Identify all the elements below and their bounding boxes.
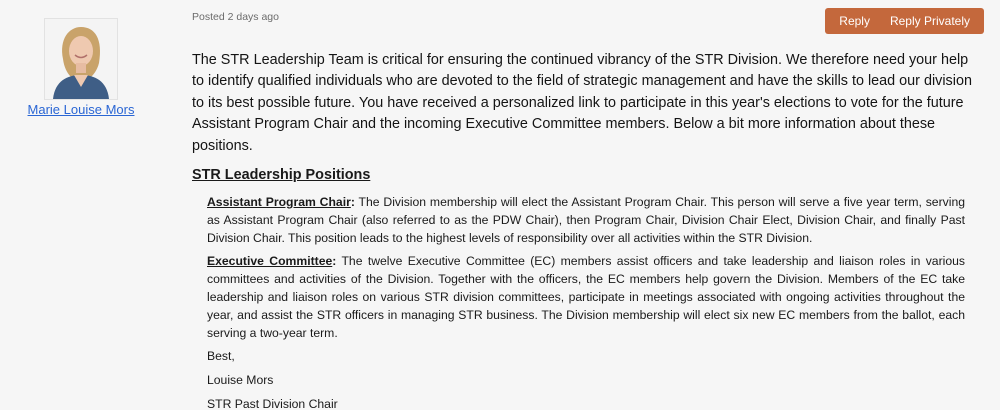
section-heading: STR Leadership Positions xyxy=(192,167,371,184)
signoff-role: STR Past Division Chair xyxy=(207,397,338,410)
author-name-link[interactable]: Marie Louise Mors xyxy=(27,102,135,117)
position-item xyxy=(207,252,965,342)
position-title: Assistant Program Chair xyxy=(207,195,351,210)
position-description: The Division membership will elect the Assistant Program Chair. This person will serve a five year term, serving as Assistant Program Chair (also referred to as the PDW Chair), then Program Chair, Division Chair Elect, Division Chair, and finally Past Division Chair. This position leads to the highest levels of responsibility over all activities within the STR Division. xyxy=(207,195,966,246)
avatar[interactable] xyxy=(44,18,118,100)
post-intro: The STR Leadership Team is critical for ensuring the continued vibrancy of the STR Division. We therefore need your help to identify qualified individuals who are devoted to the field of strategic management and have the skills to lead our division to its best possible future. You have received a personalized link to participate in this year's elections to vote for the future Assistant Program Chair and the incoming Executive Committee members. Below a bit more information about these positions. xyxy=(192,52,972,154)
signoff xyxy=(207,347,965,410)
post-actions xyxy=(825,8,984,34)
position-colon: : xyxy=(350,195,355,210)
position-item xyxy=(207,193,965,247)
position-description: The twelve Executive Committee (EC) members assist officers and take leadership and liaison roles in various committees and activities of the Division. Together with the officers, the EC members help govern the Division. Members of the EC take leadership and liaison roles on various STR division committees, participate in meetings associated with ongoing activities throughout the year, and assist the STR officers in managing STR business. The Division membership will elect six new EC members from the ballot, each serving a two-year term. xyxy=(207,254,966,341)
post-body xyxy=(192,50,972,410)
position-colon: : xyxy=(332,254,337,269)
author-panel xyxy=(20,18,142,119)
profile-photo-icon xyxy=(45,19,117,99)
signoff-name: Louise Mors xyxy=(207,373,274,388)
post-timestamp: Posted 2 days ago xyxy=(192,11,279,23)
position-title: Executive Committee xyxy=(207,254,333,269)
reply-button[interactable]: Reply xyxy=(829,8,880,34)
positions-list xyxy=(207,193,965,410)
reply-privately-button[interactable]: Reply Privately xyxy=(880,8,980,34)
signoff-greeting: Best, xyxy=(207,349,235,364)
